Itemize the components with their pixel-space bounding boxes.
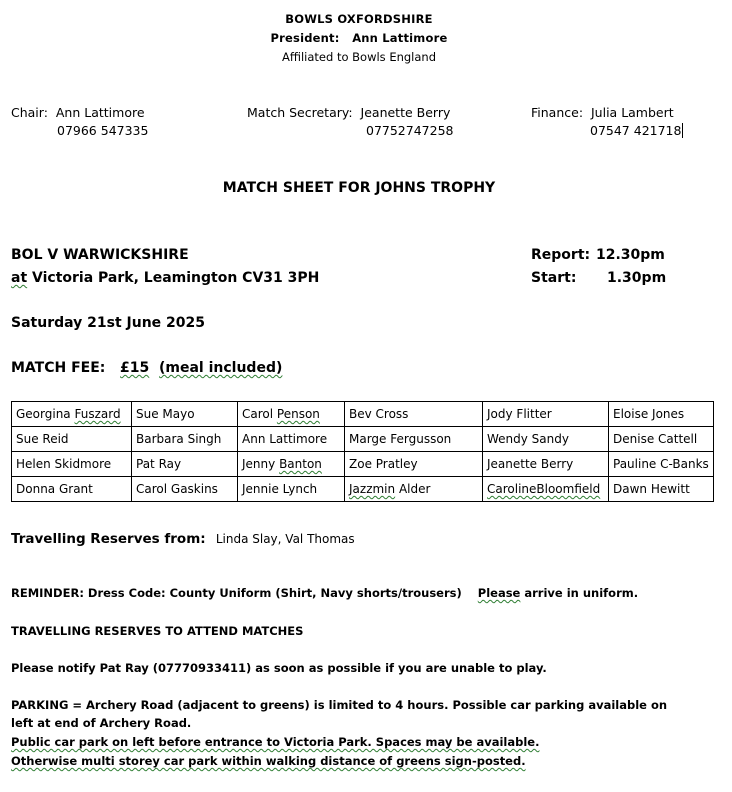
secretary-contact [247, 105, 450, 120]
player-cell: Denise Cattell [609, 427, 714, 452]
player-cell: Carol Penson [238, 402, 345, 427]
reserves-line [11, 528, 355, 547]
parking-line-2: left at end of Archery Road. [11, 716, 192, 730]
table-row [12, 452, 714, 477]
start-time: 1.30pm [607, 270, 667, 286]
table-row [12, 427, 714, 452]
match-teams: BOL V WARWICKSHIRE [11, 247, 189, 263]
players-table [11, 401, 714, 502]
text-cursor [682, 123, 683, 138]
player-cell: Carol Gaskins [132, 477, 238, 502]
player-cell: Sue Mayo [132, 402, 238, 427]
player-cell: Helen Skidmore [12, 452, 132, 477]
player-cell: Zoe Pratley [345, 452, 483, 477]
player-cell: Donna Grant [12, 477, 132, 502]
chair-label: Chair: [11, 105, 48, 120]
player-cell: Jody Flitter [483, 402, 609, 427]
org-title: BOWLS OXFORDSHIRE [285, 12, 433, 26]
reserves-label: Travelling Reserves from: [11, 531, 206, 547]
finance-phone: 07547 421718 [590, 123, 682, 138]
chair-phone: 07966 547335 [57, 123, 149, 138]
chair-name: Ann Lattimore [55, 105, 145, 120]
parking-line-3 [11, 735, 539, 749]
president-name: Ann Lattimore [352, 31, 448, 45]
player-surname: Fuszard [74, 407, 121, 421]
fee-label: MATCH FEE: [11, 360, 106, 376]
chair-contact [11, 105, 145, 120]
fee-amount: £15 [120, 360, 150, 376]
player-cell: Pauline C-Banks [609, 452, 714, 477]
venue-rest: Victoria Park, Leamington CV31 3PH [32, 270, 320, 286]
player-cell: Bev Cross [345, 402, 483, 427]
player-cell: Pat Ray [132, 452, 238, 477]
player-surname: Banton [279, 457, 322, 471]
player-firstname: Jazzmin [349, 482, 396, 496]
player-cell: Dawn Hewitt [609, 477, 714, 502]
player-surname: Penson [276, 407, 320, 421]
player-cell [483, 477, 609, 502]
match-fee [11, 360, 282, 376]
page-title: MATCH SHEET FOR JOHNS TROPHY [222, 180, 496, 196]
report-label: Report: [531, 247, 591, 263]
finance-name: Julia Lambert [591, 105, 674, 120]
parking-line-4 [11, 754, 526, 768]
player-fullname: CarolineBloomfield [487, 482, 601, 496]
match-date: Saturday 21st June 2025 [11, 315, 205, 331]
player-cell: Wendy Sandy [483, 427, 609, 452]
secretary-label: Match Secretary: [247, 105, 353, 120]
fee-note: (meal included) [159, 360, 283, 376]
player-cell: Marge Fergusson [345, 427, 483, 452]
affiliation: Affiliated to Bowls England [281, 50, 437, 64]
parking-public-text: Public car park on left before entrance to Victoria Park. Spaces may be available. [11, 735, 540, 749]
secretary-phone: 07752747258 [366, 123, 454, 138]
player-cell: Barbara Singh [132, 427, 238, 452]
match-venue [11, 270, 319, 286]
table-row [12, 477, 714, 502]
player-cell: Eloise Jones [609, 402, 714, 427]
venue-at: at [11, 270, 28, 286]
reminder-line [11, 586, 638, 600]
player-cell: Jenny Banton [238, 452, 345, 477]
parking-line-1: PARKING = Archery Road (adjacent to greens) is limited to 4 hours. Possible car parking available on [11, 698, 668, 712]
president-line [0, 31, 718, 45]
reminder-text: REMINDER: Dress Code: County Uniform (Shirt, Navy shorts/trousers) [11, 586, 462, 600]
player-cell: Jeanette Berry [483, 452, 609, 477]
player-cell: Jennie Lynch [238, 477, 345, 502]
finance-contact [531, 105, 674, 120]
player-cell: Sue Reid [12, 427, 132, 452]
finance-phone-line [590, 123, 683, 138]
travelling-reserves-notice: TRAVELLING RESERVES TO ATTEND MATCHES [11, 624, 304, 638]
table-row [12, 402, 714, 427]
player-cell: Ann Lattimore [238, 427, 345, 452]
player-cell: Jazzmin Alder [345, 477, 483, 502]
finance-label: Finance: [531, 105, 584, 120]
parking-otherwise-text: Otherwise multi storey car park within walking distance of greens sign-posted. [11, 754, 526, 768]
reminder-please: Please [477, 586, 521, 600]
secretary-name: Jeanette Berry [360, 105, 451, 120]
reserves-names: Linda Slay, Val Thomas [215, 532, 355, 546]
player-cell: Georgina Fuszard [12, 402, 132, 427]
report-time: 12.30pm [596, 247, 665, 263]
president-label: President: [270, 31, 340, 45]
notify-notice: Please notify Pat Ray (07770933411) as soon as possible if you are unable to play. [11, 661, 547, 675]
reminder-rest: arrive in uniform. [524, 586, 639, 600]
start-label: Start: [531, 270, 577, 286]
